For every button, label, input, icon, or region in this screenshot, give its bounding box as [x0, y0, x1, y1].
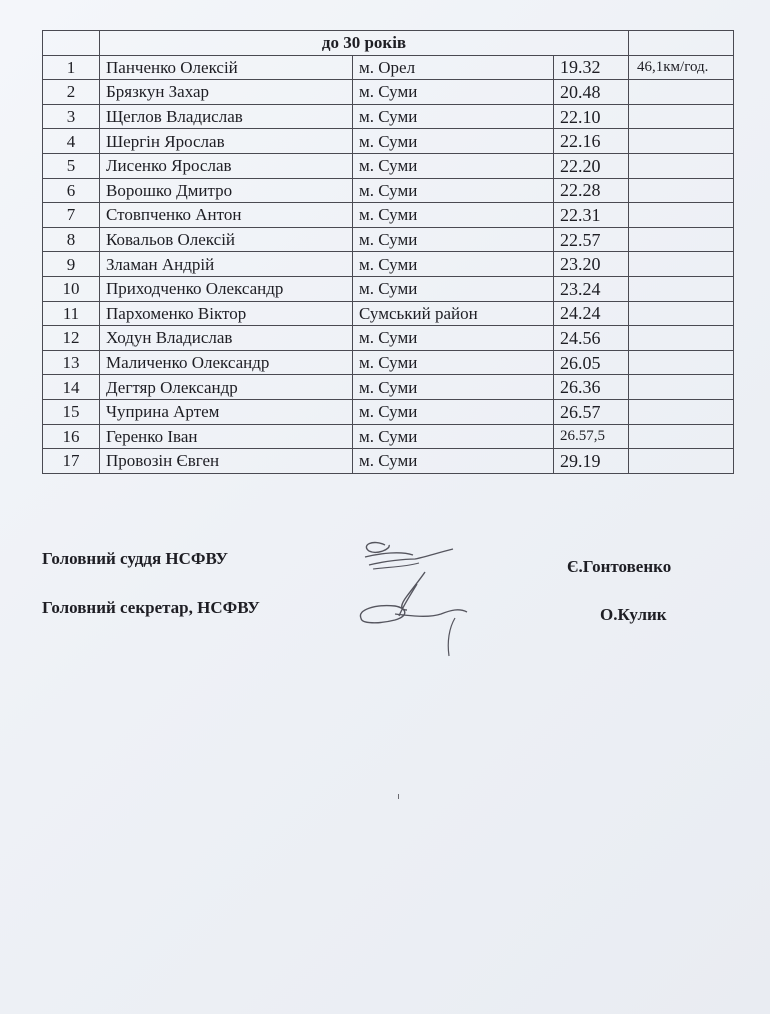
city-cell: м. Суми: [353, 252, 554, 277]
speed-cell: [629, 350, 734, 375]
table-row: [43, 153, 734, 178]
place-cell: 12: [43, 326, 100, 351]
place-cell: 8: [43, 227, 100, 252]
table-row: [43, 449, 734, 474]
name-cell: Провозін Євген: [100, 449, 353, 474]
city-cell: м. Суми: [353, 178, 554, 203]
header-speed-blank-cell: [629, 31, 734, 56]
table-row: [43, 424, 734, 449]
time-cell: 29.19: [554, 449, 629, 474]
time-cell: 24.24: [554, 301, 629, 326]
place-cell: 5: [43, 153, 100, 178]
city-cell: м. Суми: [353, 326, 554, 351]
time-cell: 22.28: [554, 178, 629, 203]
name-cell: Ковальов Олексій: [100, 227, 353, 252]
table-row: [43, 375, 734, 400]
results-table: [42, 30, 734, 474]
speed-cell: [629, 424, 734, 449]
table-row: [43, 178, 734, 203]
time-cell: 26.36: [554, 375, 629, 400]
place-cell: 11: [43, 301, 100, 326]
table-row: [43, 129, 734, 154]
table-header-row: [43, 31, 734, 56]
speed-cell: [629, 227, 734, 252]
name-cell: Зламан Андрій: [100, 252, 353, 277]
name-cell: Геренко Іван: [100, 424, 353, 449]
speed-cell: [629, 375, 734, 400]
place-cell: 1: [43, 55, 100, 80]
city-cell: м. Суми: [353, 227, 554, 252]
time-cell: 22.31: [554, 203, 629, 228]
name-cell: Стовпченко Антон: [100, 203, 353, 228]
city-cell: м. Суми: [353, 350, 554, 375]
time-cell: 26.57: [554, 399, 629, 424]
name-cell: Лисенко Ярослав: [100, 153, 353, 178]
place-cell: 17: [43, 449, 100, 474]
city-cell: м. Суми: [353, 80, 554, 105]
name-cell: Приходченко Олександр: [100, 276, 353, 301]
time-cell: 23.24: [554, 276, 629, 301]
speed-cell: [629, 104, 734, 129]
speed-cell: [629, 449, 734, 474]
city-cell: м. Орел: [353, 55, 554, 80]
time-cell: 24.56: [554, 326, 629, 351]
time-cell: 22.20: [554, 153, 629, 178]
speed-cell: [629, 203, 734, 228]
table-row: [43, 301, 734, 326]
time-cell: 26.05: [554, 350, 629, 375]
results-table-body: [43, 31, 734, 474]
table-row: [43, 326, 734, 351]
place-cell: 3: [43, 104, 100, 129]
speed-cell: [629, 252, 734, 277]
speed-cell: [629, 178, 734, 203]
speed-cell: [629, 80, 734, 105]
place-cell: 4: [43, 129, 100, 154]
table-row: [43, 276, 734, 301]
name-cell: Брязкун Захар: [100, 80, 353, 105]
place-cell: 15: [43, 399, 100, 424]
city-cell: м. Суми: [353, 424, 554, 449]
table-row: [43, 55, 734, 80]
name-cell: Шергін Ярослав: [100, 129, 353, 154]
time-cell: 23.20: [554, 252, 629, 277]
speed-cell: [629, 153, 734, 178]
speed-cell: [629, 129, 734, 154]
secretary-title: Головний секретар, НСФВУ: [42, 598, 260, 617]
city-cell: м. Суми: [353, 276, 554, 301]
time-cell: 20.48: [554, 80, 629, 105]
place-cell: 6: [43, 178, 100, 203]
place-cell: 7: [43, 203, 100, 228]
name-cell: Дегтяр Олександр: [100, 375, 353, 400]
header-blank-cell: [43, 31, 100, 56]
table-row: [43, 399, 734, 424]
table-row: [43, 80, 734, 105]
name-cell: Маличенко Олександр: [100, 350, 353, 375]
time-cell: 26.57,5: [554, 424, 629, 449]
name-cell: Ходун Владислав: [100, 326, 353, 351]
table-row: [43, 227, 734, 252]
place-cell: 9: [43, 252, 100, 277]
city-cell: м. Суми: [353, 203, 554, 228]
page-mark: [398, 794, 399, 799]
time-cell: 22.16: [554, 129, 629, 154]
table-row: [43, 203, 734, 228]
name-cell: Панченко Олексій: [100, 55, 353, 80]
table-row: [43, 252, 734, 277]
judge-title: Головний суддя НСФВУ: [42, 549, 228, 568]
time-cell: 22.10: [554, 104, 629, 129]
speed-cell: 46,1км/год.: [629, 55, 734, 80]
speed-cell: [629, 399, 734, 424]
time-cell: 22.57: [554, 227, 629, 252]
city-cell: м. Суми: [353, 375, 554, 400]
age-group-title: до 30 років: [100, 31, 629, 56]
place-cell: 10: [43, 276, 100, 301]
place-cell: 2: [43, 80, 100, 105]
place-cell: 14: [43, 375, 100, 400]
table-row: [43, 350, 734, 375]
name-cell: Чуприна Артем: [100, 399, 353, 424]
place-cell: 16: [43, 424, 100, 449]
time-cell: 19.32: [554, 55, 629, 80]
city-cell: м. Суми: [353, 449, 554, 474]
judge-name: Є.Гонтовенко: [567, 557, 672, 576]
city-cell: м. Суми: [353, 129, 554, 154]
speed-cell: [629, 276, 734, 301]
name-cell: Щеглов Владислав: [100, 104, 353, 129]
speed-cell: [629, 326, 734, 351]
place-cell: 13: [43, 350, 100, 375]
city-cell: Сумський район: [353, 301, 554, 326]
table-row: [43, 104, 734, 129]
speed-cell: [629, 301, 734, 326]
city-cell: м. Суми: [353, 399, 554, 424]
secretary-signature: [355, 566, 475, 658]
name-cell: Пархоменко Віктор: [100, 301, 353, 326]
secretary-name: О.Кулик: [600, 605, 667, 624]
city-cell: м. Суми: [353, 104, 554, 129]
name-cell: Ворошко Дмитро: [100, 178, 353, 203]
city-cell: м. Суми: [353, 153, 554, 178]
